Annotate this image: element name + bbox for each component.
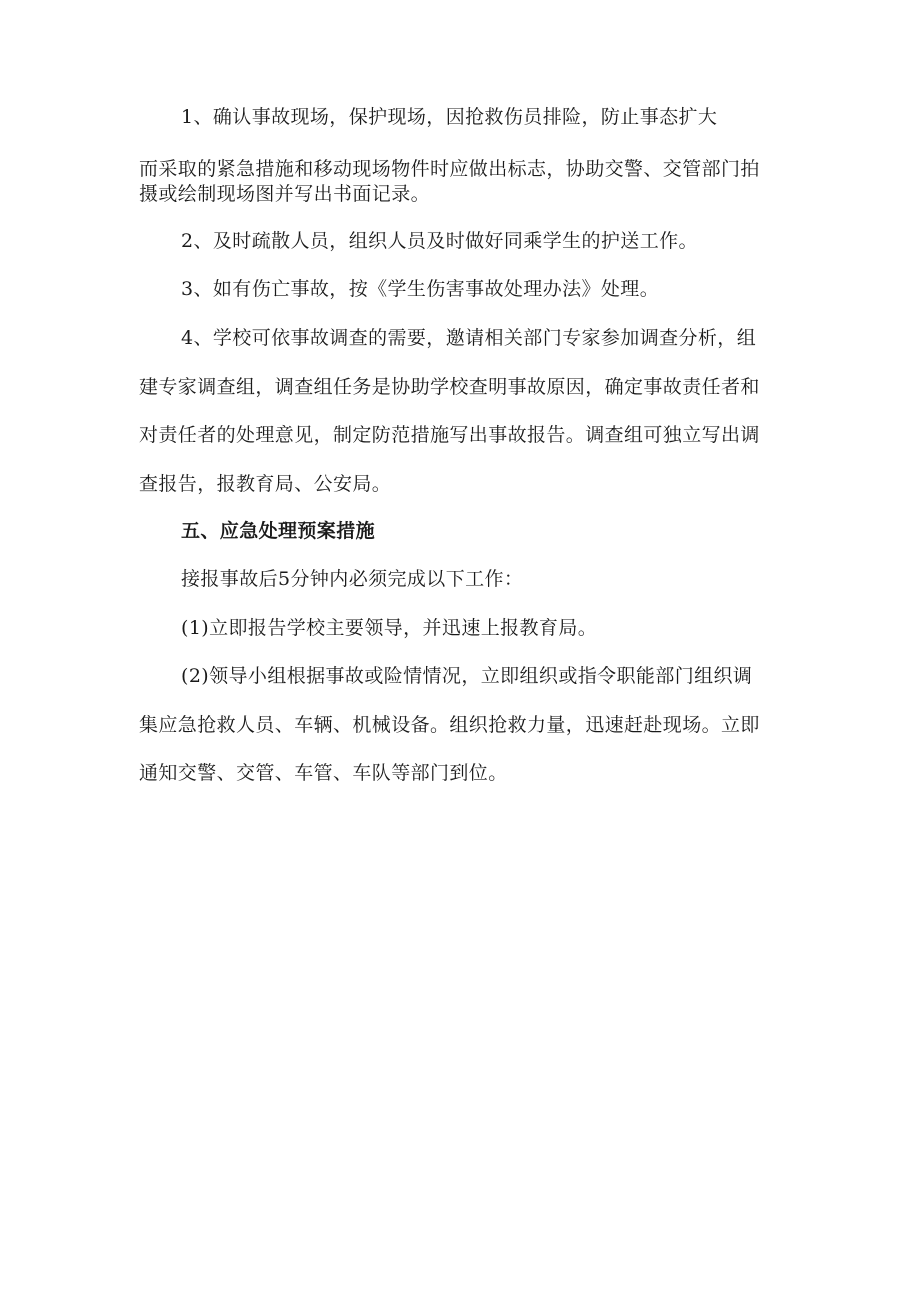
paragraph-4-line-3: 对责任者的处理意见，制定防范措施写出事故报告。调查组可独立写出调 <box>139 424 760 446</box>
paragraph-4-line-1: 4、学校可依事故调查的需要，邀请相关部门专家参加调查分析，组 <box>181 327 757 349</box>
paragraph-1-line-3: 摄或绘制现场图并写出书面记录。 <box>139 183 431 205</box>
paragraph-5: 接报事故后5分钟内必须完成以下工作： <box>181 568 524 590</box>
list-item-2-line-3: 通知交警、交管、车管、车队等部门到位。 <box>139 762 508 784</box>
paragraph-3: 3、如有伤亡事故，按《学生伤害事故处理办法》处理。 <box>181 278 660 300</box>
paragraph-4-line-4: 查报告，报教育局、公安局。 <box>139 473 392 495</box>
section-heading: 五、应急处理预案措施 <box>181 520 376 542</box>
paragraph-4-line-2: 建专家调查组，调查组任务是协助学校查明事故原因，确定事故责任者和 <box>139 376 760 398</box>
list-item-2-line-1: (2)领导小组根据事故或险情情况，立即组织或指令职能部门组织调 <box>181 665 753 687</box>
paragraph-1-line-1: 1、确认事故现场，保护现场，因抢救伤员排险，防止事态扩大 <box>181 106 718 128</box>
paragraph-1-line-2: 而采取的紧急措施和移动现场物件时应做出标志，协助交警、交管部门拍 <box>139 158 760 180</box>
list-item-2-line-2: 集应急抢救人员、车辆、机械设备。组织抢救力量，迅速赶赴现场。立即 <box>139 714 760 736</box>
list-item-1: (1)立即报告学校主要领导，并迅速上报教育局。 <box>181 617 598 639</box>
paragraph-2: 2、及时疏散人员，组织人员及时做好同乘学生的护送工作。 <box>181 230 698 252</box>
